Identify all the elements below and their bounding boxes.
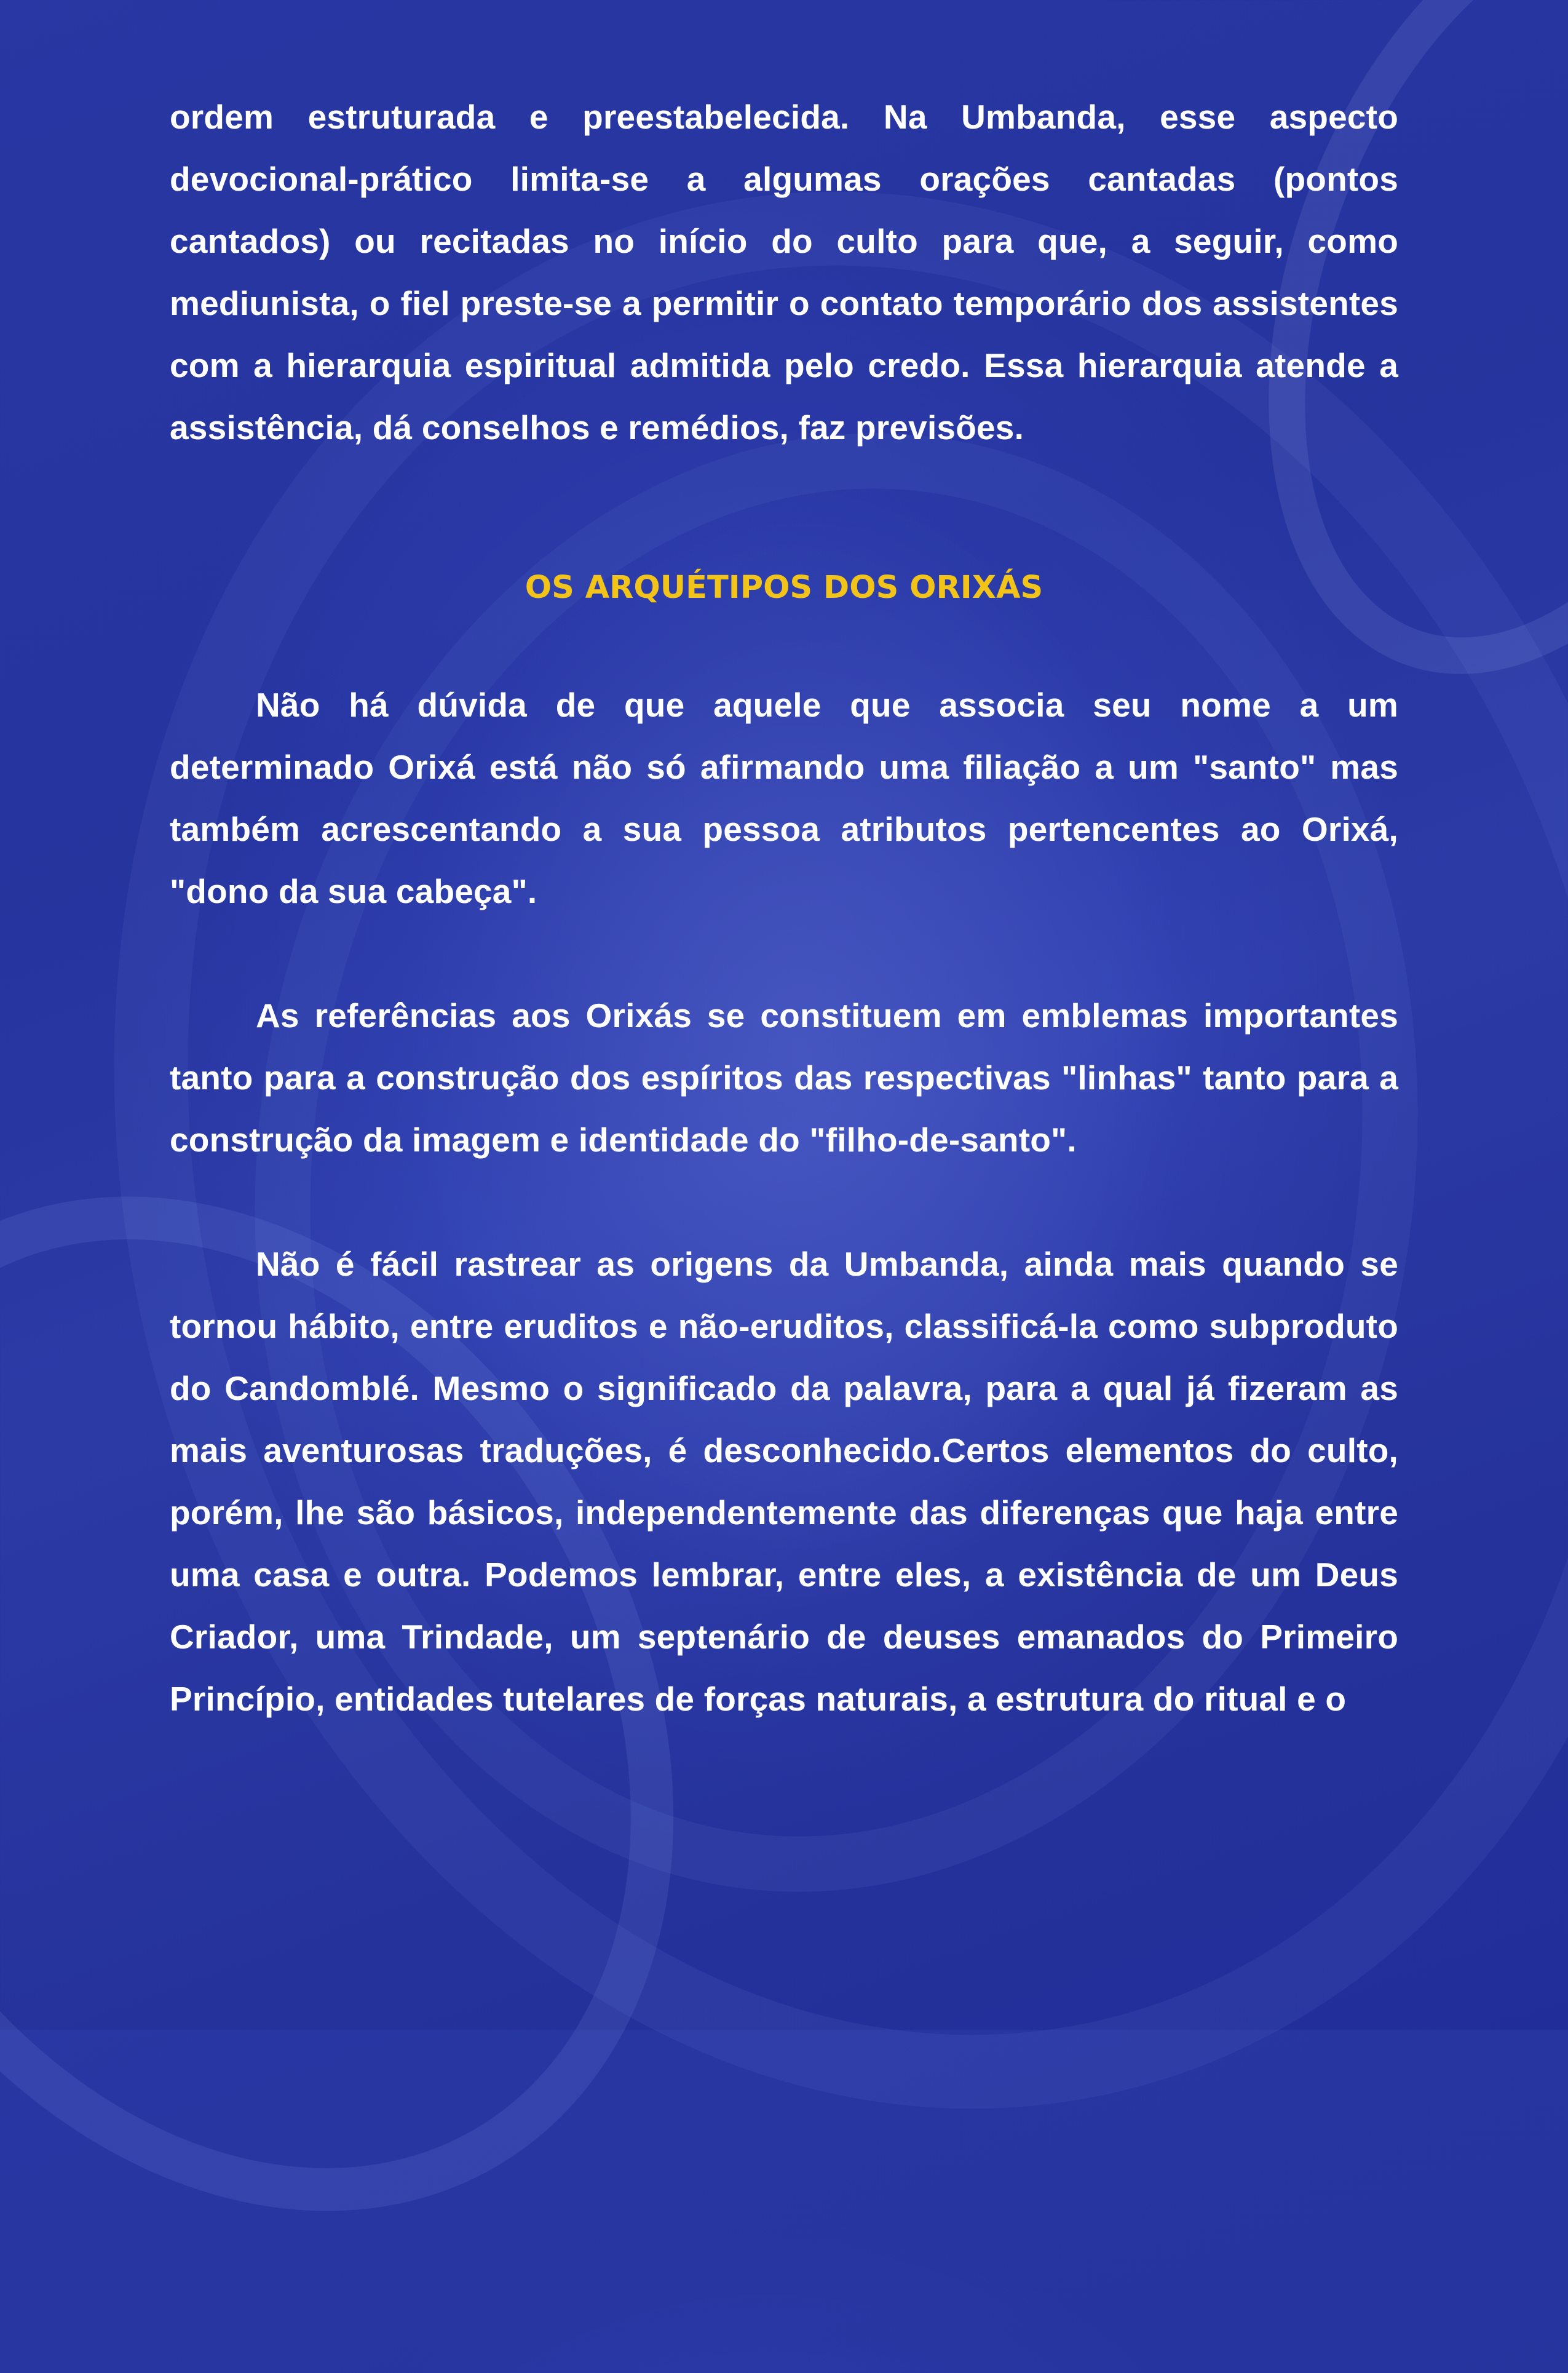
paragraph-umbanda-origins: Não é fácil rastrear as origens da Umbanda, ainda mais quando se tornou hábito, entre eruditos e não-eruditos, classificá-la como subproduto do Candomblé. Mesmo o significado da palavra, para a qual já fizeram as mais aventurosas traduções, é desconhecido.Certos elementos do culto, porém, lhe são básicos, independentemente das diferenças que haja entre uma casa e outra. Podemos lembrar, entre eles, a existência de um Deus Criador, uma Trindade, um septenário de deuses emanados do Primeiro Princípio, entidades tutelares de forças naturais, a estrutura do ritual e o [170,1245,1398,1718]
paragraph-orixa-references: As referências aos Orixás se constituem em emblemas importantes tanto para a construção dos espíritos das respectivas "linhas" tanto para a construção da imagem e identidade do "filho-de-santo". [170,996,1398,1159]
document-page [170,86,1398,1730]
paragraph-continued: ordem estruturada e preestabelecida. Na Umbanda, esse aspecto devocional-prático limita-se a algumas orações cantadas (pontos cantados) ou recitadas no início do culto para que, a seguir, como mediunista, o fiel preste-se a permitir o contato temporário dos assistentes com a hierarquia espiritual admitida pelo credo. Essa hierarquia atende a assistência, dá conselhos e remédios, faz previsões. [170,98,1398,447]
section-heading: OS ARQUÉTIPOS DOS ORIXÁS [525,570,1043,606]
paragraph-orixa-association: Não há dúvida de que aquele que associa seu nome a um determinado Orixá está não só afirmando uma filiação a um "santo" mas também acrescentando a sua pessoa atributos pertencentes ao Orixá, "dono da sua cabeça". [170,686,1398,910]
